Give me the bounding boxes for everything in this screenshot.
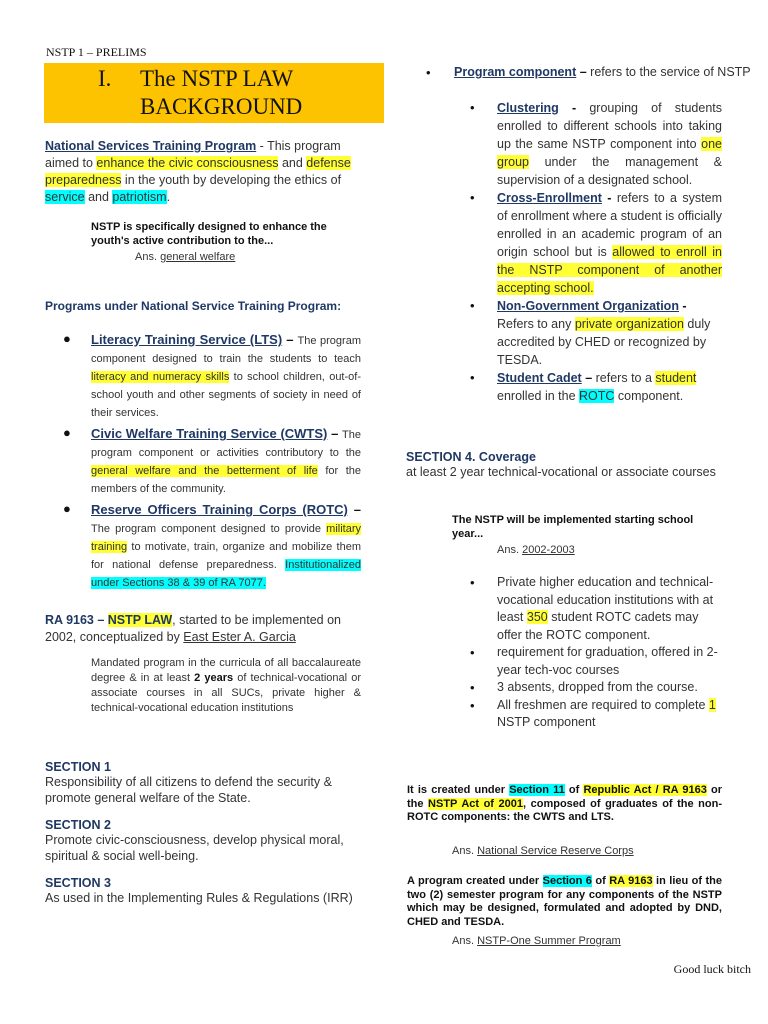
- cwts-text-2: for the members of the community.: [91, 465, 361, 495]
- section-1-text: Responsibility of all citizens to defend the security & promote general welfare of the State.: [45, 775, 332, 805]
- bullet-icon: •: [470, 100, 475, 115]
- clustering-text-1: grouping of students enrolled to different schools into taking up the same NSTP component into: [497, 101, 723, 151]
- program-cwts: [63, 425, 361, 497]
- answer-1-value: general welfare: [160, 251, 236, 263]
- term-ngo: [470, 297, 722, 369]
- ngo-term: Non-Government Organization: [497, 299, 679, 313]
- bullet-icon: ●: [63, 331, 71, 346]
- question-1: [91, 221, 363, 248]
- question-4-text-1: A program created under: [407, 875, 543, 887]
- coverage-bullet-4-highlight: 1: [708, 697, 716, 712]
- section-4-text: at least 2 year technical-vocational or associate courses: [406, 465, 716, 479]
- program-component: [426, 64, 754, 81]
- footer-note: Good luck bitch: [673, 962, 751, 976]
- answer-4: [452, 935, 621, 948]
- question-4: [407, 875, 722, 929]
- question-4-highlight-1: Section 6: [542, 875, 592, 887]
- bullet-icon: •: [470, 645, 475, 660]
- nstp-def-text-4: and: [84, 190, 113, 204]
- lts-highlight: literacy and numeracy skills: [91, 371, 230, 383]
- nstp-def-text-2: and: [278, 156, 307, 170]
- sections-block: [45, 760, 365, 906]
- section-1-title: SECTION 1: [45, 760, 111, 774]
- answer-3: [452, 845, 634, 858]
- answer-2-value: 2002-2003: [522, 544, 575, 556]
- answer-2-label: Ans.: [497, 544, 520, 556]
- mandated-text-1: Mandated program in the curricula of all baccalaureate degree & in at least: [91, 657, 361, 684]
- cadet-text-3: component.: [614, 389, 684, 403]
- nstp-definition: [45, 138, 361, 206]
- answer-4-value: NSTP-One Summer Program: [477, 935, 621, 947]
- mandated-bold: 2 years: [194, 672, 234, 684]
- title-numeral: I.: [98, 66, 112, 91]
- title-line-2: BACKGROUND: [140, 94, 303, 119]
- rotc-text-2: to motivate, train, organize and mobilize them for national defense preparedness.: [91, 541, 361, 571]
- question-3-text-4: , composed of graduates of the non-ROTC components: the CWTS and LTS.: [407, 797, 722, 823]
- answer-3-value: National Service Reserve Corps: [477, 845, 634, 857]
- answer-1-label: Ans.: [135, 251, 158, 263]
- coverage-bullet-1-text-2: student ROTC cadets may offer the ROTC component.: [497, 610, 699, 642]
- nstp-def-highlight-4: patriotism: [112, 190, 167, 204]
- coverage-bullet-1: [470, 574, 722, 644]
- question-3-text-3: or the: [407, 784, 723, 810]
- bullet-icon: ●: [63, 501, 71, 516]
- section-4-title: SECTION 4. Coverage: [406, 450, 536, 464]
- bullet-icon: •: [470, 190, 475, 205]
- coverage-bullet-2: [470, 644, 722, 679]
- answer-2: [497, 544, 575, 557]
- cwts-dash: –: [327, 426, 343, 441]
- coverage-bullet-1-text-1: Private higher education and technical-vocational education institutions with at least: [497, 575, 714, 624]
- bullet-icon: ●: [63, 425, 71, 440]
- cross-text-1: refers to a system of enrollment where a student is officially enrolled in an academic program of an origin school but is: [497, 191, 723, 259]
- mandated-text-2: of technical-vocational or associate courses in all SUCs, private higher & technical-vocational education institutions: [91, 672, 361, 714]
- coverage-bullet-4-text-2: NSTP component: [497, 715, 596, 729]
- terms-list: [470, 99, 722, 405]
- lts-name: Literacy Training Service (LTS): [91, 332, 283, 347]
- mandated-paragraph: [91, 656, 361, 716]
- cadet-text-2: enrolled in the: [497, 389, 580, 403]
- bullet-icon: •: [470, 680, 475, 695]
- coverage-bullet-2-text: requirement for graduation, offered in 2-year tech-voc courses: [497, 645, 718, 677]
- term-student-cadet: [470, 369, 722, 405]
- title-line-1: The NSTP LAW: [140, 66, 294, 91]
- nstp-def-highlight-3: service: [45, 190, 85, 204]
- coverage-bullet-4-text-1: All freshmen are required to complete: [497, 697, 709, 712]
- question-1-text: NSTP is specifically designed to enhance the youth's active contribution to the...: [91, 221, 327, 247]
- nstp-term: National Services Training Program: [45, 139, 257, 153]
- section-3-text: As used in the Implementing Rules & Regulations (IRR): [45, 891, 353, 905]
- cross-dash: -: [601, 191, 617, 205]
- coverage-bullet-4: [470, 697, 722, 732]
- program-lts: [63, 331, 361, 421]
- bullet-icon: •: [470, 575, 475, 590]
- ngo-text-1: Refers to any: [497, 317, 575, 331]
- clustering-highlight: one group: [497, 137, 722, 169]
- section-1: [45, 760, 365, 806]
- section-3: [45, 876, 365, 906]
- rotc-text-1: The program component designed to provide: [91, 523, 327, 535]
- nstp-def-text-1: - This program aimed to: [45, 139, 341, 170]
- question-3-text-1: It is created under: [407, 784, 510, 796]
- question-3-highlight-1: Section 11: [509, 784, 565, 796]
- programs-list: [63, 331, 361, 591]
- term-cross-enrollment: [470, 189, 722, 297]
- ngo-highlight: private organization: [574, 317, 684, 331]
- ngo-text-2: duly accredited by CHED or recognized by TESDA.: [497, 317, 711, 367]
- cadet-term: Student Cadet: [497, 371, 582, 385]
- question-3-text-2: of: [564, 784, 584, 796]
- question-3-highlight-3: NSTP Act of 2001: [428, 797, 523, 810]
- coverage-bullet-1-highlight: 350: [526, 610, 548, 624]
- cadet-highlight-2: ROTC: [579, 389, 615, 403]
- bullet-icon: •: [470, 697, 475, 713]
- program-component-text: refers to the service of NSTP: [590, 65, 751, 79]
- nstp-def-text-5: .: [166, 190, 171, 204]
- bullet-icon: •: [470, 298, 475, 313]
- program-component-dash: –: [576, 65, 591, 79]
- question-4-text-3: in lieu of the two (2) semester program for any components of the NSTP which may be designed, formulated and adopted by DND, CHED and TESDA.: [407, 875, 722, 928]
- cwts-text-1: The program component or activities contributory to the: [91, 429, 361, 459]
- clustering-dash: -: [558, 101, 590, 115]
- title-block: [44, 63, 384, 123]
- cadet-text-1: refers to a: [595, 371, 656, 385]
- ra-label: RA 9163 –: [45, 613, 108, 627]
- ra-text: , started to be implemented on 2002, conceptualized by: [45, 613, 341, 644]
- lts-dash: –: [282, 332, 298, 347]
- nstp-def-highlight-2: defense preparedness: [45, 156, 351, 187]
- lts-text-2: to school children, out-of-school youth and other segments of society in need of their services.: [91, 371, 361, 419]
- section-2-text: Promote civic-consciousness, develop physical moral, spiritual & social well-being.: [45, 833, 344, 863]
- ra-name: East Ester A. Garcia: [183, 630, 296, 644]
- section-2-title: SECTION 2: [45, 818, 111, 832]
- answer-4-label: Ans.: [452, 935, 475, 947]
- coverage-bullets: [470, 574, 722, 732]
- cadet-highlight-1: student: [655, 371, 697, 385]
- question-3: [407, 784, 722, 825]
- question-4-text-2: of: [591, 875, 610, 887]
- section-4: [406, 450, 726, 480]
- question-2: [452, 514, 722, 541]
- programs-heading: Programs under National Service Training Program:: [45, 299, 342, 313]
- cwts-highlight: general welfare and the betterment of life: [91, 465, 318, 477]
- nstp-def-text-3: in the youth by developing the ethics of: [121, 173, 342, 187]
- program-rotc: [63, 501, 361, 591]
- rotc-dash: –: [347, 502, 362, 517]
- program-component-term: Program component: [454, 65, 577, 79]
- rotc-highlight-2: Institutionalized under Sections 38 & 39 of RA 7077.: [91, 559, 361, 589]
- cwts-name: Civic Welfare Training Service (CWTS): [91, 426, 328, 441]
- question-2-text: The NSTP will be implemented starting school year...: [452, 514, 694, 540]
- ra-highlight: NSTP LAW: [107, 613, 173, 627]
- bullet-icon: •: [470, 370, 475, 385]
- answer-1: [135, 251, 235, 264]
- clustering-text-2: under the management & supervision of a designated school.: [497, 155, 722, 187]
- ngo-dash: -: [678, 299, 687, 313]
- question-3-highlight-2: Republic Act / RA 9163: [583, 784, 707, 796]
- cadet-dash: –: [581, 371, 596, 385]
- cross-term: Cross-Enrollment: [497, 191, 602, 205]
- answer-3-label: Ans.: [452, 845, 475, 857]
- coverage-bullet-3-text: 3 absents, dropped from the course.: [497, 680, 698, 694]
- section-2: [45, 818, 365, 864]
- nstp-def-highlight-1: enhance the civic consciousness: [96, 156, 279, 170]
- rotc-name: Reserve Officers Training Corps (ROTC): [91, 502, 348, 517]
- lts-text-1: The program component designed to train the students to teach: [91, 335, 361, 365]
- page-header: NSTP 1 – PRELIMS: [46, 45, 147, 59]
- term-clustering: [470, 99, 722, 189]
- rotc-highlight-1: military training: [91, 523, 361, 553]
- clustering-term: Clustering: [497, 101, 559, 115]
- coverage-bullet-3: [470, 679, 722, 697]
- ra-9163-paragraph: [45, 612, 363, 646]
- bullet-icon: •: [426, 65, 431, 80]
- section-3-title: SECTION 3: [45, 876, 111, 890]
- question-4-highlight-2: RA 9163: [609, 875, 653, 887]
- cross-highlight: allowed to enroll in the NSTP component of another accepting school.: [497, 245, 722, 295]
